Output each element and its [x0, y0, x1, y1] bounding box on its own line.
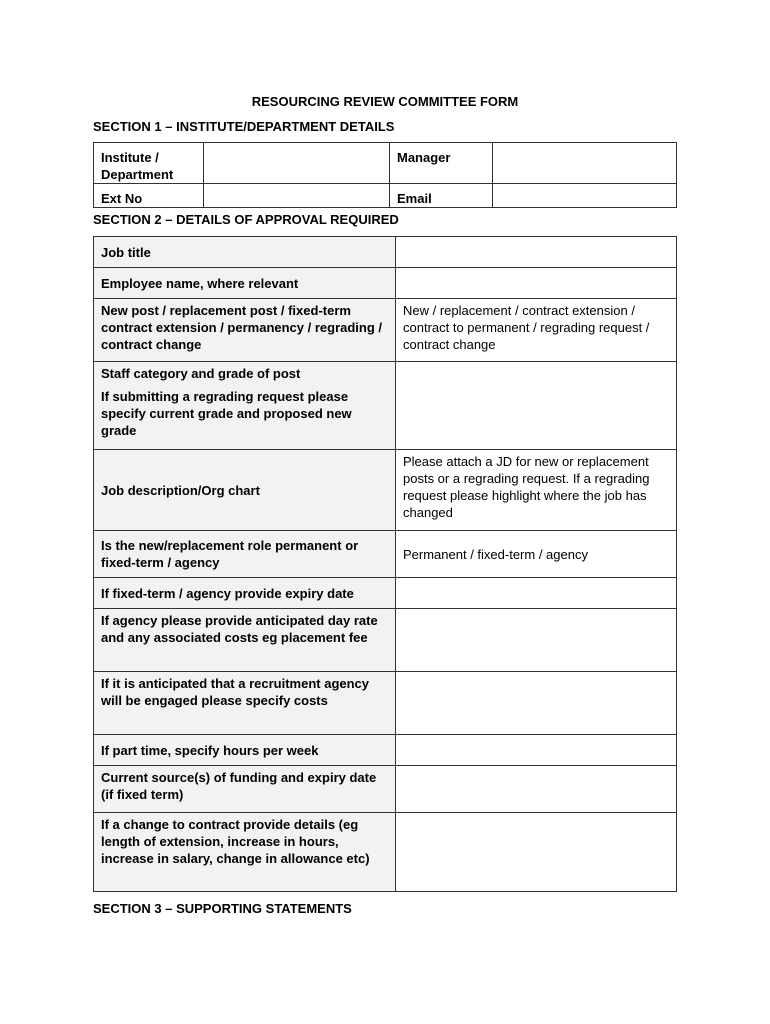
job-description-note[interactable]: Please attach a JD for new or replacement posts or a regrading request. If a regrading request please highlight where the job has changed: [396, 450, 677, 531]
agency-rate-label: If agency please provide anticipated day rate and any associated costs eg placement fee: [94, 609, 396, 672]
recruitment-agency-label: If it is anticipated that a recruitment agency will be engaged please specify costs: [94, 672, 396, 735]
role-type-options[interactable]: Permanent / fixed-term / agency: [396, 531, 677, 578]
post-type-options[interactable]: New / replacement / contract extension / contract to permanent / regrading request / contract change: [396, 299, 677, 362]
ext-no-field[interactable]: [204, 184, 390, 208]
contract-change-label: If a change to contract provide details (eg length of extension, increase in hours, increase in salary, change in allowance etc): [94, 813, 396, 892]
staff-category-field[interactable]: [396, 362, 677, 450]
agency-rate-field[interactable]: [396, 609, 677, 672]
funding-source-field[interactable]: [396, 766, 677, 813]
email-field[interactable]: [493, 184, 677, 208]
email-label: Email: [390, 184, 493, 208]
contract-change-field[interactable]: [396, 813, 677, 892]
form-title: RESOURCING REVIEW COMMITTEE FORM: [251, 94, 519, 109]
approval-details-table: [93, 236, 677, 892]
part-time-hours-label: If part time, specify hours per week: [94, 735, 396, 766]
expiry-date-field[interactable]: [396, 578, 677, 609]
expiry-date-label: If fixed-term / agency provide expiry date: [94, 578, 396, 609]
manager-field[interactable]: [493, 143, 677, 184]
employee-name-label: Employee name, where relevant: [94, 268, 396, 299]
job-description-label: Job description/Org chart: [94, 450, 396, 531]
institute-field[interactable]: [204, 143, 390, 184]
funding-source-label: Current source(s) of funding and expiry date (if fixed term): [94, 766, 396, 813]
section1-heading: SECTION 1 – INSTITUTE/DEPARTMENT DETAILS: [93, 119, 395, 134]
staff-category-cell: [94, 362, 396, 450]
regrading-note-label: If submitting a regrading request please specify current grade and proposed new grade: [101, 389, 352, 438]
staff-category-label: Staff category and grade of post: [101, 366, 301, 381]
manager-label: Manager: [390, 143, 493, 184]
role-type-label: Is the new/replacement role permanent or fixed-term / agency: [94, 531, 396, 578]
employee-name-field[interactable]: [396, 268, 677, 299]
post-type-label: New post / replacement post / fixed-term contract extension / permanency / regrading / contract change: [94, 299, 396, 362]
institute-details-table: [93, 142, 677, 208]
ext-no-label: Ext No: [94, 184, 204, 208]
part-time-hours-field[interactable]: [396, 735, 677, 766]
section3-heading: SECTION 3 – SUPPORTING STATEMENTS: [93, 901, 352, 916]
job-title-field[interactable]: [396, 237, 677, 268]
section2-heading: SECTION 2 – DETAILS OF APPROVAL REQUIRED: [93, 212, 399, 227]
job-title-label: Job title: [94, 237, 396, 268]
institute-label: Institute / Department: [94, 143, 204, 184]
recruitment-agency-field[interactable]: [396, 672, 677, 735]
